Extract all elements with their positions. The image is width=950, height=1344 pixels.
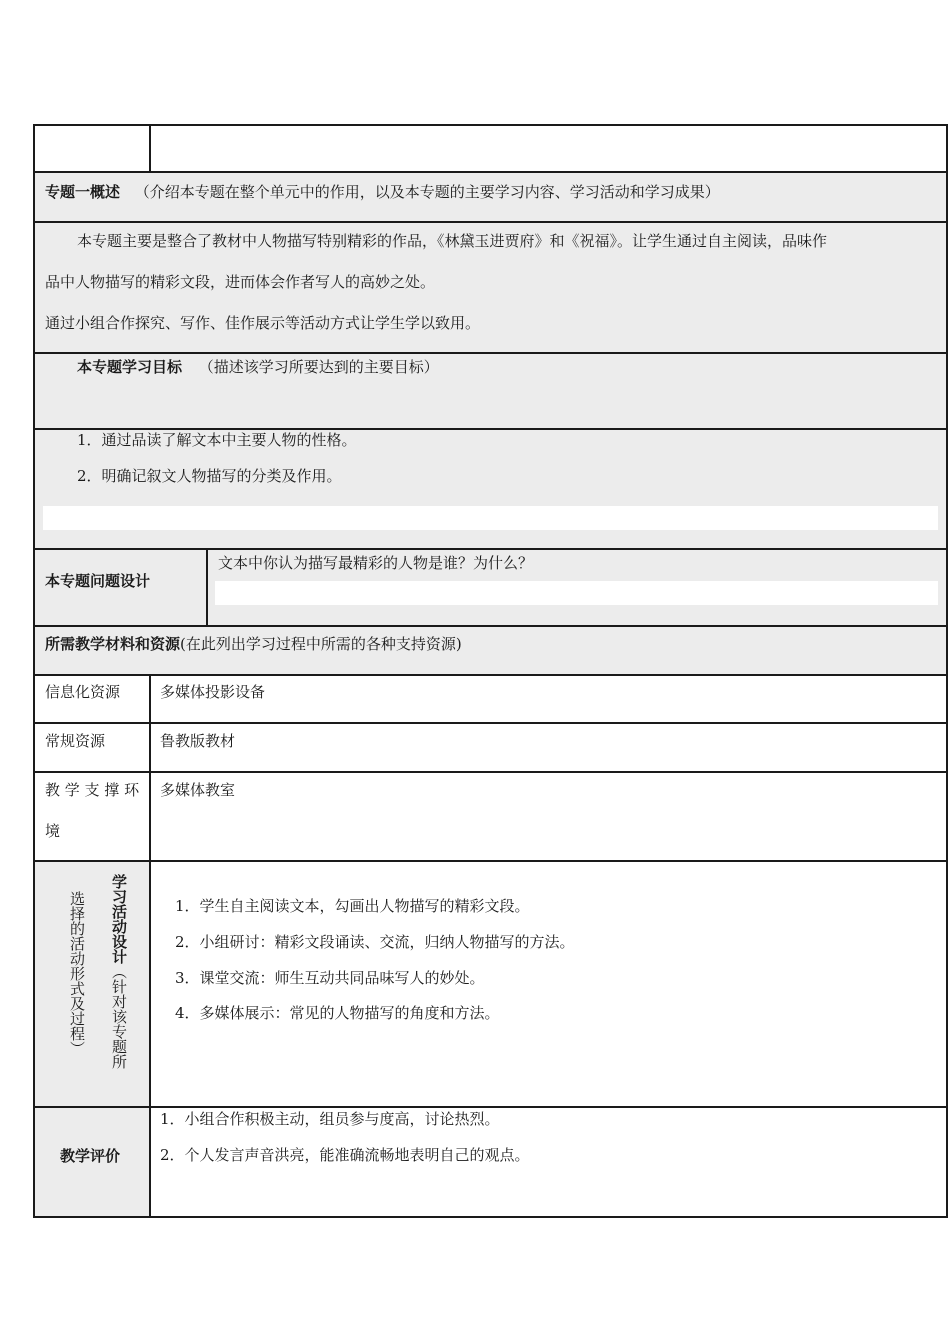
goal-item-1: 1．通过品读了解文本中主要人物的性格。 — [77, 431, 357, 449]
goals-title: 本专题学习目标 — [77, 358, 183, 376]
overview-para-line-1: 本专题主要是整合了教材中人物描写特别精彩的作品，《林黛玉进贾府》和《祝福》。让学生通过自主阅读，品味作 — [77, 232, 828, 250]
resource-value-info: 多媒体投影设备 — [160, 683, 266, 701]
goals-blank-line — [43, 506, 938, 530]
activity-label-bold: 学习活动设计 — [110, 874, 128, 964]
activity-label-col-left: 选择的活动形式及过程） — [68, 891, 86, 1056]
activity-label-col-right — [109, 874, 129, 1104]
col-divider — [149, 674, 151, 1216]
activity-label-bg — [35, 860, 149, 1106]
question-blank-line — [215, 581, 938, 605]
overview-para-line-2: 品中人物描写的精彩文段，进而体会作者写人的高妙之处。 — [45, 273, 436, 291]
goals-note: （描述该学习所要达到的主要目标） — [198, 358, 439, 376]
question-label: 本专题问题设计 — [45, 572, 151, 590]
activity-label-note: （针对该专题所 — [110, 964, 128, 1069]
resource-label-environment: 教 学 支 撑 环 — [45, 781, 140, 799]
overview-title: 专题一概述 — [45, 183, 121, 201]
materials-note: (在此列出学习过程中所需的各种支持资源) — [180, 635, 462, 653]
overview-para-line-3: 通过小组合作探究、写作、佳作展示等活动方式让学生学以致用。 — [45, 314, 481, 332]
col-divider — [206, 548, 208, 626]
rule — [35, 352, 946, 354]
resource-value-regular: 鲁教版教材 — [160, 732, 236, 750]
evaluation-item-1: 1．小组合作积极主动，组员参与度高，讨论热烈。 — [160, 1110, 500, 1128]
goal-item-2: 2．明确记叙文人物描写的分类及作用。 — [77, 467, 342, 485]
rule — [35, 771, 946, 773]
rule — [35, 171, 946, 173]
activity-item-1: 1．学生自主阅读文本，勾画出人物描写的精彩文段。 — [175, 897, 530, 915]
resource-value-environment: 多媒体教室 — [160, 781, 236, 799]
rule — [35, 124, 946, 126]
rule — [35, 860, 946, 862]
activity-item-4: 4．多媒体展示：常见的人物描写的角度和方法。 — [175, 1004, 500, 1022]
resource-label-regular: 常规资源 — [45, 732, 106, 750]
rule — [35, 674, 946, 676]
question-text: 文本中你认为描写最精彩的人物是谁？为什么？ — [218, 554, 534, 572]
evaluation-item-2: 2．个人发言声音洪亮，能准确流畅地表明自己的观点。 — [160, 1146, 530, 1164]
activity-item-3: 3．课堂交流：师生互动共同品味写人的妙处。 — [175, 969, 485, 987]
evaluation-label: 教学评价 — [60, 1147, 121, 1165]
goals-heading — [77, 357, 439, 377]
rule — [35, 722, 946, 724]
resource-label-environment-cont: 境 — [45, 822, 61, 840]
col-divider — [149, 124, 151, 172]
resource-label-info: 信息化资源 — [45, 683, 121, 701]
overview-heading — [45, 182, 720, 202]
activity-item-2: 2．小组研讨：精彩文段诵读、交流，归纳人物描写的方法。 — [175, 933, 575, 951]
rule — [35, 625, 946, 627]
materials-title: 所需教学材料和资源 — [45, 635, 181, 653]
rule — [35, 1106, 946, 1108]
materials-heading — [45, 634, 462, 654]
lesson-plan-table — [33, 124, 948, 1218]
overview-note: （介绍本专题在整个单元中的作用，以及本专题的主要学习内容、学习活动和学习成果） — [134, 183, 720, 201]
rule — [35, 548, 946, 550]
rule — [35, 221, 946, 223]
